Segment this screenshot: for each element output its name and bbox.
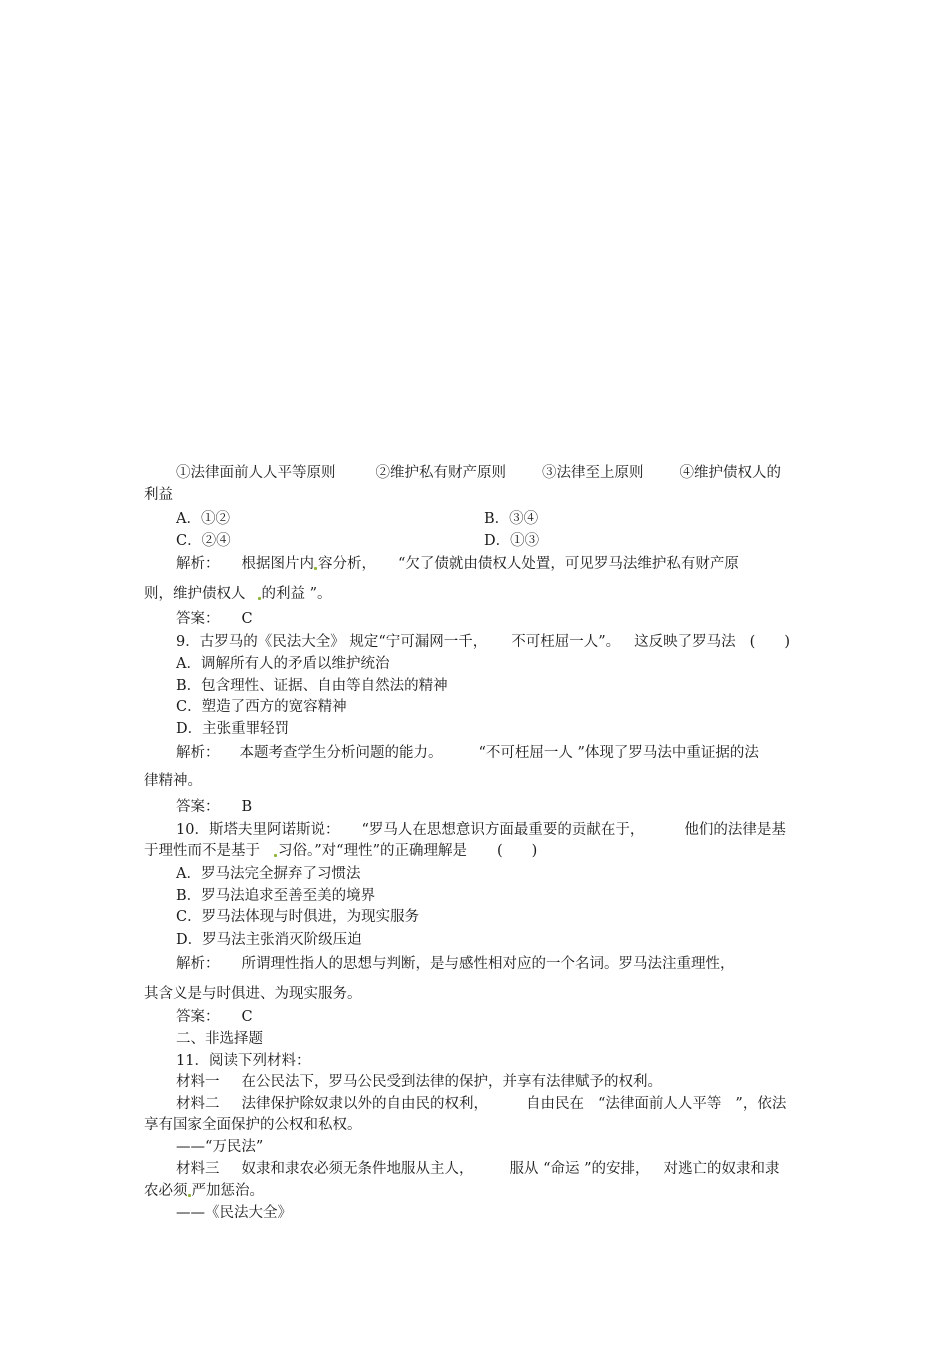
q11-m2-text: ”，依法 <box>735 1096 787 1112</box>
artifact-dot <box>274 854 277 857</box>
q11-m3-source: ——《民法大全》 <box>176 1205 292 1221</box>
q10-option-c: C．罗马法体现与时俱进，为现实服务 <box>176 909 420 925</box>
q11-m1-text: 在公民法下，罗马公民受到法律的保护，并享有法律赋予的权利。 <box>241 1074 662 1090</box>
q11-m2-text: “法律面前人人平等 <box>598 1096 722 1112</box>
q10-analysis-label: 解析： <box>176 956 220 972</box>
q11-material-2 <box>176 1095 786 1113</box>
q9-analysis-text: “不可枉屈一人 ”体现了罗马法中重证据的法 <box>478 745 759 761</box>
q9-analysis-text: 本题考查学生分析问题的能力。 <box>239 745 443 761</box>
q11-m2-text: 法律保护除奴隶以外的自由民的权利， <box>241 1096 488 1112</box>
artifact-dot <box>188 1194 191 1197</box>
q8-analysis-text: “欠了债就由债权人处置，可见罗马法维护私有财产原 <box>398 556 739 572</box>
q9-option-d: D．主张重罪轻罚 <box>176 721 290 737</box>
q9-analysis-line-1 <box>176 744 759 762</box>
q8-answer-line <box>176 610 253 628</box>
q11-m1-label: 材料一 <box>176 1074 220 1090</box>
q10-answer-line <box>176 1008 253 1026</box>
q9-stem <box>176 633 790 651</box>
q11-stem: 11．阅读下列材料： <box>176 1053 311 1069</box>
q11-material-1 <box>176 1073 662 1091</box>
q9-option-a: A．调解所有人的矛盾以维护统治 <box>176 656 390 672</box>
q8-answer-label: 答案： <box>176 611 220 627</box>
q10-analysis-line-2: 其含义是与时俱进、为现实服务。 <box>144 986 362 1002</box>
q9-answer-line <box>176 798 252 816</box>
q9-stem-text: 9．古罗马的《民法大全》 规定“宁可漏网一千， <box>176 634 488 650</box>
q8-item-3: ③法律至上原则 <box>542 465 644 481</box>
q11-m3-text: 服从 “命运 ”的安排， <box>509 1161 650 1177</box>
q10-stem-line-1 <box>176 821 786 839</box>
q10-option-a: A．罗马法完全摒弃了习惯法 <box>176 866 361 882</box>
q8-item-2: ②维护私有财产原则 <box>375 465 506 481</box>
q10-option-d: D．罗马法主张消灭阶级压迫 <box>176 932 362 948</box>
q8-analysis-text: 的利益 ”。 <box>261 586 332 602</box>
q11-m2-cont: 享有国家全面保护的公权和私权。 <box>144 1117 362 1133</box>
q9-answer-paren: ( ) <box>749 634 790 650</box>
q8-analysis-text: 则，维护债权人 <box>144 586 246 602</box>
q10-answer: C <box>241 1009 253 1025</box>
q9-stem-text: 这反映了罗马法 <box>634 634 736 650</box>
q11-m2-text: 自由民在 <box>526 1096 584 1112</box>
q8-item-1: ①法律面前人人平等原则 <box>176 465 336 481</box>
q9-analysis-label: 解析： <box>176 745 220 761</box>
q9-stem-text: 不可枉屈一人”。 <box>511 634 621 650</box>
q8-option-c: C．②④ <box>176 533 231 549</box>
q11-material-3 <box>176 1160 780 1178</box>
q8-option-d: D．①③ <box>484 533 540 549</box>
q8-items-line <box>176 464 781 482</box>
q9-option-b: B．包含理性、证据、自由等自然法的精神 <box>176 678 448 694</box>
q8-option-a: A．①② <box>176 511 230 527</box>
q10-stem-text: 习俗。”对“理性”的正确理解是 <box>278 843 467 859</box>
q8-analysis-text: 容分析， <box>318 556 376 572</box>
q11-m3-text: 农必须 <box>144 1183 188 1199</box>
q8-analysis-line-2 <box>144 585 332 603</box>
q9-analysis-line-2: 律精神。 <box>144 773 202 789</box>
q10-stem-text: 10．斯塔夫里阿诺斯说： <box>176 822 340 838</box>
q10-analysis-line-1 <box>176 955 735 973</box>
q10-analysis-text: 所谓理性指人的思想与判断，是与感性相对应的一个名词。罗马法注重理性， <box>241 956 735 972</box>
q8-item-4: ④维护债权人的 <box>679 465 781 481</box>
q10-answer-label: 答案： <box>176 1009 220 1025</box>
q8-item-4-cont: 利益 <box>144 487 173 503</box>
q11-m3-text: 对逃亡的奴隶和隶 <box>663 1161 780 1177</box>
q11-m3-label: 材料三 <box>176 1161 220 1177</box>
q8-analysis-line-1 <box>176 555 739 573</box>
q11-m3-cont <box>144 1182 264 1200</box>
q10-stem-text: 他们的法律是基 <box>684 822 786 838</box>
q9-option-c: C．塑造了西方的宽容精神 <box>176 699 347 715</box>
q9-answer: B <box>241 799 253 815</box>
q10-stem-text: “罗马人在思想意识方面最重要的贡献在于， <box>361 822 645 838</box>
q10-answer-paren: ( ) <box>497 843 538 859</box>
q11-m3-text: 严加惩治。 <box>191 1183 264 1199</box>
q10-option-b: B．罗马法追求至善至美的境界 <box>176 888 376 904</box>
q11-m2-source: ——“万民法” <box>176 1139 264 1155</box>
q9-answer-label: 答案： <box>176 799 220 815</box>
artifact-dot <box>314 567 317 570</box>
q11-m3-text: 奴隶和隶农必须无条件地服从主人， <box>241 1161 474 1177</box>
q8-answer: C <box>241 611 253 627</box>
q10-stem-text: 于理性而不是基于 <box>144 843 260 859</box>
artifact-dot <box>258 597 261 600</box>
q11-m2-label: 材料二 <box>176 1096 220 1112</box>
q10-stem-line-2 <box>144 842 537 860</box>
q8-option-b: B．③④ <box>484 511 539 527</box>
q8-analysis-label: 解析： <box>176 556 220 572</box>
section-heading: 二、非选择题 <box>176 1031 263 1047</box>
q8-analysis-text: 根据图片内 <box>241 556 314 572</box>
